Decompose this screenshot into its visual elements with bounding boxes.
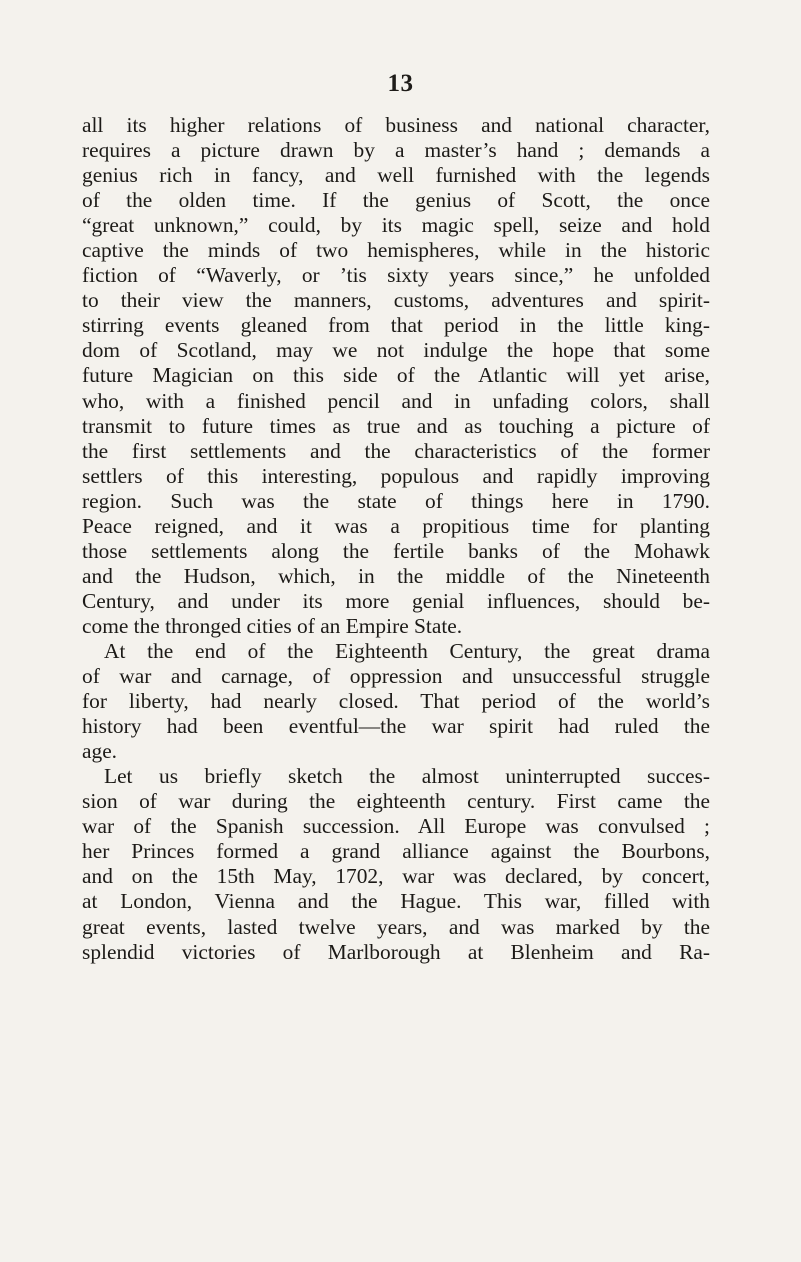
text-line: At the end of the Eighteenth Century, the great drama xyxy=(104,638,710,663)
text-line: sion of war during the eighteenth century. First came the xyxy=(82,789,710,814)
text-line: dom of Scotland, may we not indulge the hope that some xyxy=(82,338,710,363)
text-line: at London, Vienna and the Hague. This war, filled with xyxy=(82,889,710,914)
text-line: those settlements along the fertile banks of the Mohawk xyxy=(82,538,710,563)
paragraph xyxy=(82,639,710,764)
text-line: requires a picture drawn by a master’s hand ; demands a xyxy=(82,138,710,163)
text-line: who, with a finished pencil and in unfading colors, shall xyxy=(82,388,710,413)
text-line: Century, and under its more genial influences, should be- xyxy=(82,588,710,613)
paragraph xyxy=(82,764,710,964)
text-line: transmit to future times as true and as touching a picture of xyxy=(82,413,710,438)
text-line: Let us briefly sketch the almost uninterrupted succes- xyxy=(104,764,710,789)
text-line: for liberty, had nearly closed. That period of the world’s xyxy=(82,689,710,714)
text-line: and the Hudson, which, in the middle of the Nineteenth xyxy=(82,563,710,588)
text-line: Peace reigned, and it was a propitious time for planting xyxy=(82,513,710,538)
paragraph xyxy=(82,113,710,639)
text-line: “great unknown,” could, by its magic spell, seize and hold xyxy=(82,213,710,238)
text-line: future Magician on this side of the Atlantic will yet arise, xyxy=(82,363,710,388)
text-line: to their view the manners, customs, adventures and spirit- xyxy=(82,288,710,313)
text-line: stirring events gleaned from that period in the little king- xyxy=(82,313,710,338)
text-line: genius rich in fancy, and well furnished with the legends xyxy=(82,163,710,188)
text-line: her Princes formed a grand alliance against the Bourbons, xyxy=(82,839,710,864)
text-line: of the olden time. If the genius of Scott, the once xyxy=(82,188,710,213)
text-line: of war and carnage, of oppression and unsuccessful struggle xyxy=(82,664,710,689)
page-number: 13 xyxy=(387,70,414,97)
text-line: all its higher relations of business and national character, xyxy=(82,113,710,137)
body-text xyxy=(82,113,710,965)
text-line: come the thronged cities of an Empire State. xyxy=(82,613,463,638)
text-line: great events, lasted twelve years, and was marked by the xyxy=(82,914,710,939)
text-line: war of the Spanish succession. All Europe was convulsed ; xyxy=(82,814,710,839)
text-line: and on the 15th May, 1702, war was declared, by concert, xyxy=(82,864,710,889)
text-line: splendid victories of Marlborough at Blenheim and Ra- xyxy=(82,939,710,964)
text-line: age. xyxy=(82,739,118,764)
text-line: captive the minds of two hemispheres, while in the historic xyxy=(82,238,710,263)
text-line: region. Such was the state of things here in 1790. xyxy=(82,488,710,513)
text-line: history had been eventful—the war spirit had ruled the xyxy=(82,714,710,739)
text-line: the first settlements and the characteristics of the former xyxy=(82,438,710,463)
text-line: settlers of this interesting, populous and rapidly improving xyxy=(82,463,710,488)
text-line: fiction of “Waverly, or ’tis sixty years since,” he unfolded xyxy=(82,263,710,288)
